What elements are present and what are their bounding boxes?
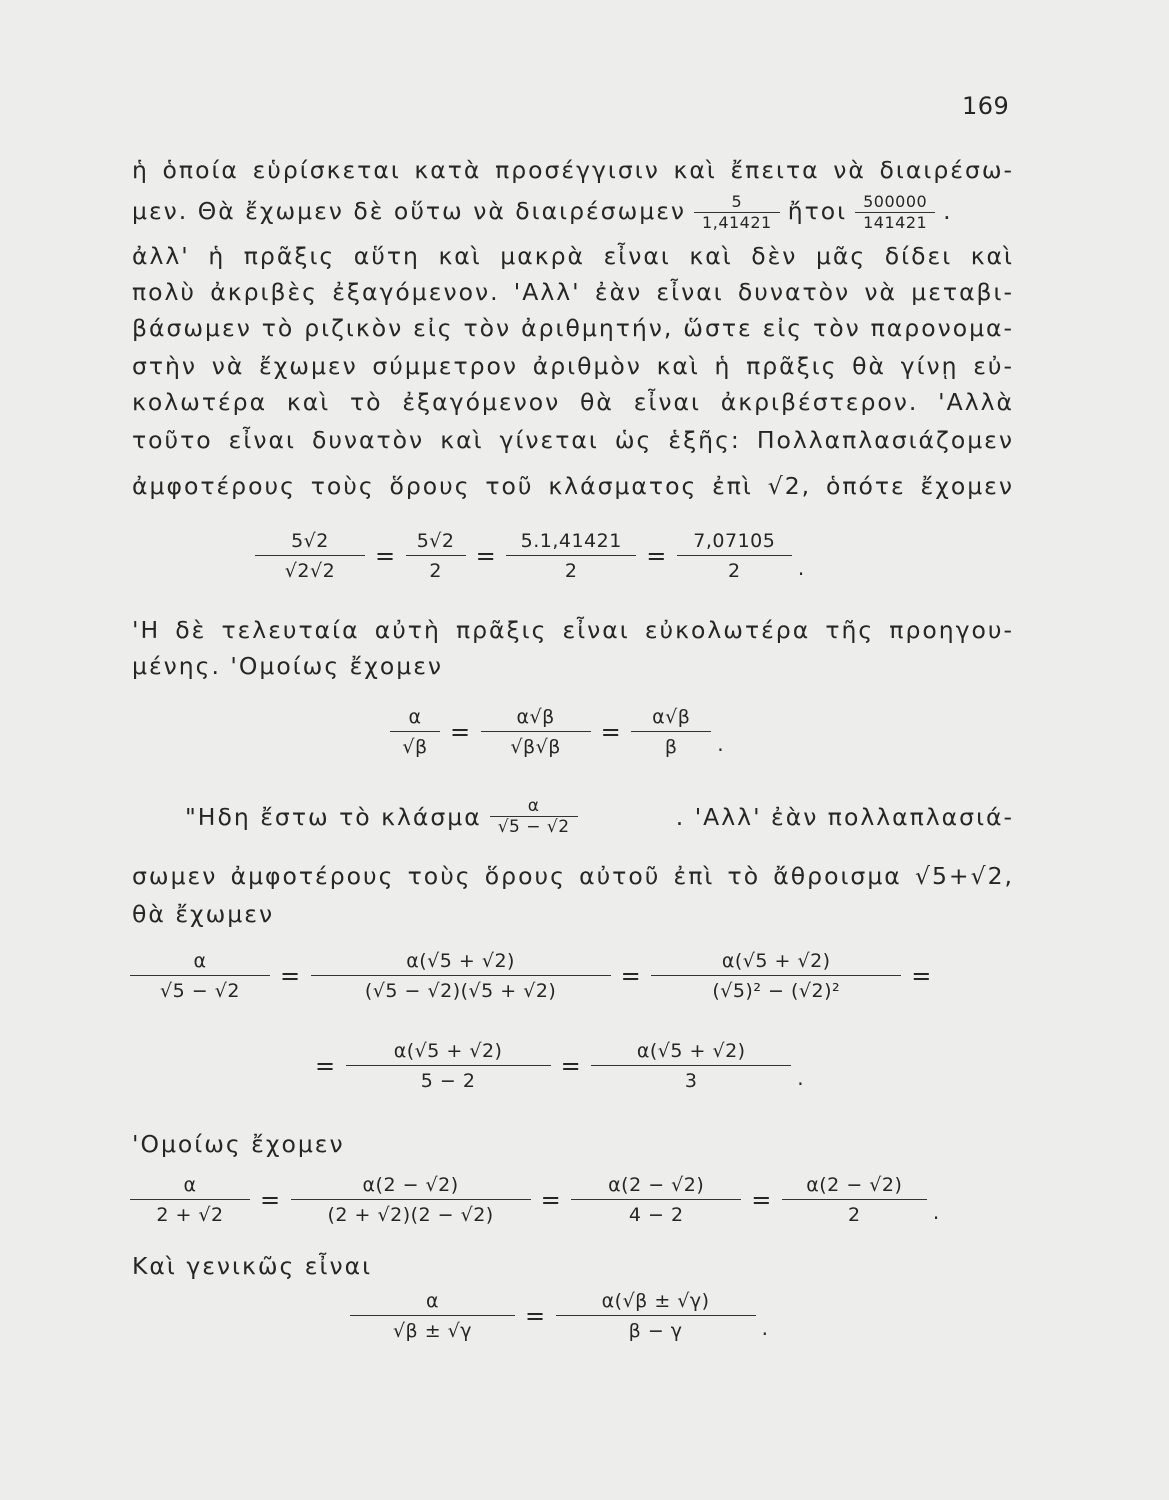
fraction-denominator: β − γ xyxy=(628,1320,683,1342)
text-segment: "Ηδη ἔστω τὸ κλάσμα xyxy=(185,802,482,831)
fraction-denominator: √β ± √γ xyxy=(392,1320,473,1342)
fraction xyxy=(311,950,611,1002)
fraction-denominator: √5 − √2 xyxy=(497,817,570,837)
fraction-numerator: α xyxy=(130,1174,250,1200)
fraction xyxy=(591,1040,791,1092)
page-number: 169 xyxy=(962,92,1010,120)
fraction-denominator: √2√2 xyxy=(284,560,336,582)
punctuation: . xyxy=(932,1200,940,1224)
equation-root-beta xyxy=(390,706,724,758)
fraction-denominator: (2 + √2)(2 − √2) xyxy=(327,1204,494,1226)
fraction-denominator: 1,41421 xyxy=(702,213,772,232)
fraction xyxy=(677,530,792,582)
equation-general xyxy=(350,1290,768,1342)
fraction xyxy=(782,1174,927,1226)
equals-sign: = xyxy=(560,1052,582,1080)
fraction-denominator: 3 xyxy=(684,1070,698,1092)
fraction-numerator: α(2 − √2) xyxy=(291,1174,531,1200)
punctuation: . xyxy=(797,1066,805,1090)
inline-fraction xyxy=(490,796,578,837)
text-segment: . 'Αλλ' ἐὰν πολλαπλασιά- xyxy=(675,802,1014,831)
fraction-numerator: α(2 − √2) xyxy=(782,1174,927,1200)
equals-sign: = xyxy=(475,542,497,570)
text-line: 'Ομοίως ἔχομεν xyxy=(132,1130,345,1158)
fraction-numerator: α(√β ± √γ) xyxy=(556,1290,756,1316)
equation-root-two xyxy=(255,530,805,582)
inline-fraction xyxy=(855,192,935,233)
fraction-denominator: (√5 − √2)(√5 + √2) xyxy=(364,980,557,1002)
text-line: 'Η δὲ τελευταία αὐτὴ πρᾶξις εἶναι εὐκολωτέρα τῆς προηγου- xyxy=(132,616,1014,644)
fraction-denominator: 2 xyxy=(564,560,578,582)
text-line: πολὺ ἀκριβὲς ἐξαγόμενον. 'Αλλ' ἐὰν εἶναι δυνατὸν νὰ μεταβι- xyxy=(132,278,1014,306)
fraction xyxy=(631,706,711,758)
fraction-numerator: α(√5 + √2) xyxy=(311,950,611,976)
fraction-numerator: 5.1,41421 xyxy=(506,530,636,556)
fraction-numerator: 5 xyxy=(694,192,780,213)
fraction-numerator: 7,07105 xyxy=(677,530,792,556)
text-line: βάσωμεν τὸ ριζικὸν εἰς τὸν ἀριθμητήν, ὥστε εἰς τὸν παρονομα- xyxy=(132,314,1014,342)
equals-sign: = xyxy=(751,1186,772,1214)
punctuation: . xyxy=(761,1316,769,1340)
equals-sign: = xyxy=(260,1186,281,1214)
equation-conjugate-result xyxy=(305,1040,804,1092)
text-line xyxy=(185,796,1014,837)
equation-conjugate-sqrt5 xyxy=(130,950,942,1002)
fraction-numerator: α xyxy=(490,796,578,817)
fraction-denominator: 5 − 2 xyxy=(420,1070,476,1092)
text-line: σωμεν ἀμφοτέρους τοὺς ὅρους αὐτοῦ ἐπὶ τὸ ἄθροισμα √5+√2, xyxy=(132,862,1014,890)
fraction xyxy=(130,1174,250,1226)
fraction-numerator: α xyxy=(390,706,440,732)
equals-sign: = xyxy=(315,1052,336,1080)
fraction xyxy=(571,1174,741,1226)
fraction-numerator: α xyxy=(130,950,270,976)
equals-sign: = xyxy=(911,962,932,990)
text-line: ἀλλ' ἡ πρᾶξις αὕτη καὶ μακρὰ εἶναι καὶ δὲν μᾶς δίδει καὶ xyxy=(132,242,1014,270)
text-line: ἡ ὁποία εὑρίσκεται κατὰ προσέγγισιν καὶ ἔπειτα νὰ διαιρέσω- xyxy=(132,156,1014,184)
fraction xyxy=(350,1290,515,1342)
fraction-numerator: 5√2 xyxy=(406,530,466,556)
fraction-numerator: α(√5 + √2) xyxy=(346,1040,551,1066)
inline-fraction xyxy=(694,192,780,233)
punctuation: . xyxy=(797,556,805,580)
equals-sign: = xyxy=(280,962,301,990)
text-line: ἀμφοτέρους τοὺς ὅρους τοῦ κλάσματος ἐπὶ √2, ὁπότε ἔχομεν xyxy=(132,472,1014,500)
text-line xyxy=(132,192,1014,233)
fraction-denominator: 2 xyxy=(848,1204,861,1226)
fraction-denominator: (√5)² − (√2)² xyxy=(712,980,841,1002)
fraction xyxy=(346,1040,551,1092)
fraction-numerator: α√β xyxy=(631,706,711,732)
fraction-denominator: 4 − 2 xyxy=(628,1204,684,1226)
fraction-denominator: √β xyxy=(402,736,428,758)
equals-sign: = xyxy=(375,542,396,570)
fraction-numerator: 500000 xyxy=(855,192,935,213)
equation-conjugate-two xyxy=(130,1174,940,1226)
equals-sign: = xyxy=(450,718,471,746)
fraction-denominator: β xyxy=(664,736,678,758)
text-line: μένης. 'Ομοίως ἔχομεν xyxy=(132,652,444,680)
text-line: κολωτέρα καὶ τὸ ἐξαγόμενον θὰ εἶναι ἀκριβέστερον. 'Αλλὰ xyxy=(132,388,1014,416)
fraction-numerator: 5√2 xyxy=(255,530,365,556)
text-line: στὴν νὰ ἔχωμεν σύμμετρον ἀριθμὸν καὶ ἡ πρᾶξις θὰ γίνῃ εὐ- xyxy=(132,352,1014,380)
equals-sign: = xyxy=(620,962,642,990)
text-line: τοῦτο εἶναι δυνατὸν καὶ γίνεται ὡς ἑξῆς: Πολλαπλασιάζομεν xyxy=(132,426,1014,454)
text-segment: μεν. Θὰ ἔχωμεν δὲ οὕτω νὰ διαιρέσωμεν xyxy=(132,197,687,225)
fraction xyxy=(506,530,636,582)
fraction xyxy=(556,1290,756,1342)
fraction xyxy=(390,706,440,758)
fraction-denominator: 2 xyxy=(728,560,741,582)
fraction xyxy=(406,530,466,582)
equals-sign: = xyxy=(540,1186,562,1214)
punctuation: . xyxy=(717,732,725,756)
fraction-numerator: α(√5 + √2) xyxy=(591,1040,791,1066)
equals-sign: = xyxy=(525,1302,546,1330)
fraction-denominator: √5 − √2 xyxy=(160,980,240,1002)
fraction xyxy=(255,530,365,582)
fraction-numerator: α(2 − √2) xyxy=(571,1174,741,1200)
fraction-denominator: 2 + √2 xyxy=(156,1204,224,1226)
equals-sign: = xyxy=(600,718,622,746)
fraction-numerator: α(√5 + √2) xyxy=(651,950,901,976)
fraction-numerator: α xyxy=(350,1290,515,1316)
text-segment: ἤτοι xyxy=(787,197,848,225)
text-line: Καὶ γενικῶς εἶναι xyxy=(132,1252,373,1280)
fraction xyxy=(130,950,270,1002)
fraction xyxy=(651,950,901,1002)
text-line: θὰ ἔχωμεν xyxy=(132,900,275,928)
fraction xyxy=(291,1174,531,1226)
fraction-denominator: 2 xyxy=(429,560,442,582)
fraction-denominator: √β√β xyxy=(510,736,561,758)
fraction-denominator: 141421 xyxy=(863,213,928,232)
fraction-numerator: α√β xyxy=(481,706,591,732)
punctuation: . xyxy=(943,197,953,225)
fraction xyxy=(481,706,591,758)
equals-sign: = xyxy=(646,542,667,570)
